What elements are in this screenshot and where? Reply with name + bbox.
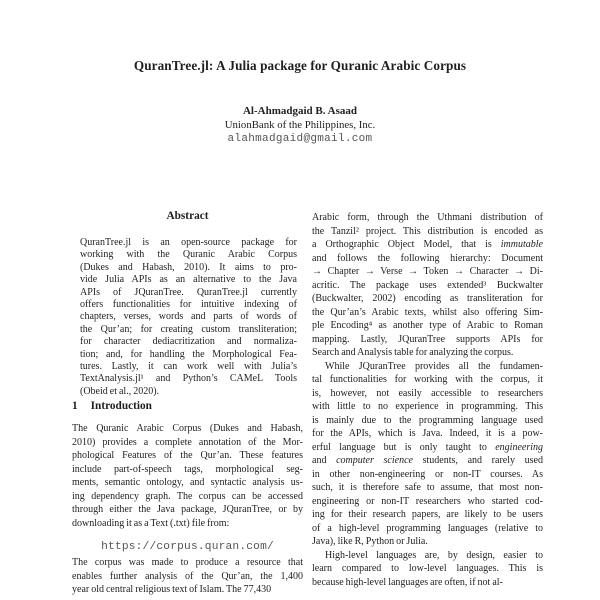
text-line: and follows the following hierarchy: Document [312, 252, 543, 264]
text-line: is mainly due to the programming language used [312, 414, 543, 426]
text-line: engineering or non-IT researchers who started cod- [312, 495, 543, 507]
text-line: The Quranic Arabic Corpus (Dukes and Habash, [72, 423, 303, 434]
abstract-body [80, 236, 297, 397]
text-line: the Qur’an; for creating custom transliteration; [80, 323, 297, 335]
text-line: learn compared to low-level languages. This is [312, 563, 543, 574]
text-line: tures. Lastly, it can work well with Julia’s [80, 360, 297, 372]
text-line: (Dukes and Habash, 2010). It aims to pro- [80, 261, 297, 273]
text-line: ing dependency graph. The corpus can be accessed [72, 490, 303, 502]
right-column-flow [312, 211, 543, 589]
author-name: Al-Ahmadgaid B. Asaad [242, 105, 357, 117]
text-line: include part-of-speech tags, morphological seg- [72, 463, 303, 475]
text-line: chapters, verses, words and parts of words of [80, 311, 297, 323]
text-line: While JQuranTree provides all the fundamen- [325, 360, 543, 372]
text-line: the Tanzil² project. This distribution is encoded as [312, 225, 543, 237]
intro-paragraph-1 [72, 422, 303, 530]
text-line: year old central religious text of Islam. The 77,430 [72, 584, 272, 595]
text-line: for character dediacritization and normaliza- [80, 336, 297, 348]
text-line: TextAnalysis.jl¹ and Python’s CAMeL Tools [80, 373, 297, 385]
corpus-url: https://corpus.quran.com/ [101, 541, 274, 553]
text-line: Search and Analysis table for analyzing the corpus. [312, 347, 514, 358]
text-line: because high-level languages are often, if not al- [312, 576, 503, 588]
text-line: with little to no experience in programming. This [312, 401, 543, 412]
text-line: of a high-level programming languages (relative to [312, 522, 543, 534]
text-line: ing for their research papers, are likely to be users [312, 509, 543, 520]
text-line: vide Julia APIs as an alternative to the Java [80, 274, 297, 286]
text-line: working with the Quranic Arabic Corpus [80, 249, 297, 261]
text-line: downloading it as a Text (.txt) file from: [72, 517, 230, 529]
section-title: Introduction [90, 400, 152, 412]
text-line: (Buckwalter, 2002) encoding as transliteration for [312, 293, 543, 304]
left-column [72, 0, 303, 600]
author-affiliation: UnionBank of the Philippines, Inc. [224, 119, 376, 131]
text-line: erful language but is only taught to engineering [312, 441, 543, 453]
text-line: → Chapter → Verse → Token → Character → Di- [312, 266, 543, 277]
text-line: (Obeid et al., 2020). [80, 385, 160, 397]
right-paragraph-2 [312, 360, 543, 549]
text-line: High-level languages are, by design, easier to [325, 549, 543, 561]
author-email: alahmadgaid@gmail.com [227, 133, 373, 145]
text-line: through either the Java package, JQuranTree, or by [72, 504, 303, 515]
intro-paragraph-2 [72, 556, 303, 597]
right-column [312, 0, 543, 600]
text-line: in other non-engineering or non-IT courses. As [312, 468, 543, 480]
text-line: is, however, not easily accessible to researchers [312, 387, 543, 399]
text-line: Java), like R, Python or Julia. [312, 536, 428, 547]
text-line: ple Encoding⁴ as another type of Arabic to Roman [312, 320, 543, 331]
text-line: enables further analysis of the Qur’an, the 1,400 [72, 570, 303, 582]
text-line: Arabic form, through the Uthmani distribution of [312, 212, 543, 223]
text-line: tion; and, for handling the Morphological Fea- [80, 348, 297, 360]
section-heading-introduction [72, 400, 303, 412]
right-paragraph-3 [312, 549, 543, 590]
text-line: offers functionalities for intuitive indexing of [80, 298, 297, 310]
text-line: tal functionalities for working with the corpus, it [312, 374, 543, 385]
text-line: such, it is therefore safe to assume, that most non- [312, 482, 543, 493]
text-line: and computer science students, and rarely used [312, 455, 543, 466]
section-number: 1 [72, 400, 78, 412]
text-line: ments, semantic ontology, and syntactic analysis us- [72, 477, 303, 488]
text-line: for the APIs, which is Java. Indeed, it is a pow- [312, 428, 543, 439]
text-line: APIs of JQuranTree. QuranTree.jl currently [80, 286, 297, 298]
right-paragraph-1 [312, 211, 543, 360]
text-line: acritic. The package uses extended³ Buckwalter [312, 279, 543, 291]
paper-title: QuranTree.jl: A Julia package for Quranic Arabic Corpus [133, 58, 467, 73]
text-line: phological Features of the Qur’an. These features [72, 450, 303, 461]
text-line: mapping. Lastly, JQuranTree supports APIs for [312, 333, 543, 345]
text-line: the Qur’an’s Arabic texts, whilst also offering Sim- [312, 306, 543, 318]
abstract-heading: Abstract [166, 210, 209, 222]
text-line: The corpus was made to produce a resource that [72, 557, 303, 568]
text-line: 2010) provides a complete annotation of the Mor- [72, 436, 303, 448]
text-line: a Orthographic Object Model, that is immutable [312, 239, 543, 250]
text-line: QuranTree.jl is an open-source package for [80, 237, 297, 248]
